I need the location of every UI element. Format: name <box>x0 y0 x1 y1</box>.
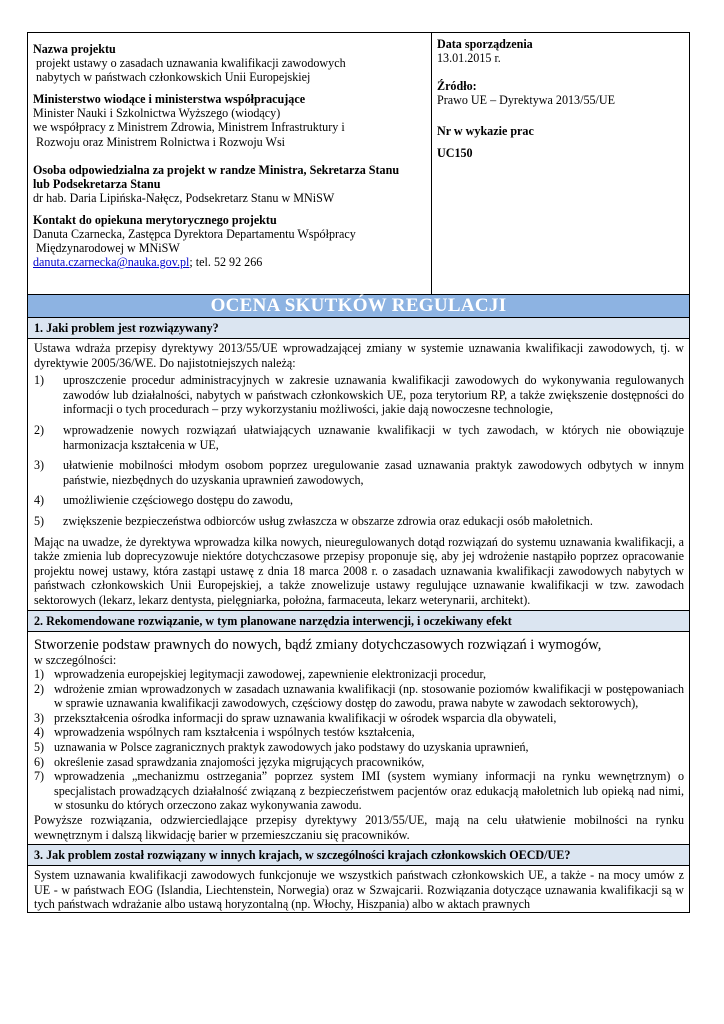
source-value: Prawo UE – Dyrektywa 2013/55/UE <box>437 93 616 108</box>
section1-heading: 1. Jaki problem jest rozwiązywany? <box>28 318 690 339</box>
section1-body <box>28 339 690 611</box>
contact-line2: Międzynarodowej w MNiSW <box>36 241 180 256</box>
project-name-line1: projekt ustawy o zasadach uznawania kwalifikacji zawodowych <box>36 56 346 71</box>
list-item: 5) zwiększenie bezpieczeństwa odbiorców usług zwłaszcza w obszarze zdrowia oraz edukacji osób małoletnich. <box>34 513 593 528</box>
list-item: 3) ułatwienie mobilności młodym osobom poprzez uregulowanie zasad uznawania praktyk zawodowych odbytych w innym państwie, niezbędnych do uzyskania uprawnień zawodowych, <box>34 458 684 487</box>
ministry-line3: Rozwoju oraz Ministrem Rolnictwa i Rozwoju Wsi <box>36 134 286 149</box>
list-item: 2) wprowadzenie nowych rozwiązań ułatwiających uznawanie kwalifikacji w tych zawodach, w których nie obowiązuje harmonizacja kształcenia w UE, <box>34 422 684 452</box>
section1-outro: Mając na uwadze, że dyrektywa wprowadza kilka nowych, nieuregulowanych dotąd rozwiązań do systemu uznawania kwalifikacji, a także zmienia lub doprecyzowuje niektóre dotychczasowe przepisy proponuje się, aby jej wdrożenie nastąpiło poprzez opracowanie projektu nowej ustawy, która zastąpi ustawę z dnia 18 marca 2008 r. o zasadach uznawania kwalifikacji zawodowych nabytych w państwach członkowskich Unii Europejskiej, a także znowelizuje ustawy regulujące uznawanie kwalifikacji w tzw. zawodach sektorowych (lekarz, lekarz dentysta, pielęgniarka, położna, farmaceuta, lekarz weterynarii, architekt). <box>34 534 684 607</box>
list-item: 7) wprowadzenia „mechanizmu ostrzegania” poprzez system IMI (system wymiany informacji na rynku wewnętrznym) o specjalistach prowadzących działalność związaną z bezpieczeństwem pacjentów oraz edukacją małoletnich lub opieką nad nimi, w stosunku do których orzeczono zakaz wykonywania zawodu. <box>34 769 684 813</box>
page-title: OCENA SKUTKÓW REGULACJI <box>28 295 690 318</box>
ministry-line2: we współpracy z Ministrem Zdrowia, Ministrem Infrastruktury i <box>33 120 345 135</box>
section1-intro: Ustawa wdraża przepisy dyrektywy 2013/55/UE wprowadzającej zmiany w systemie uznawania kwalifikacji zawodowych, tj. w dyrektywie 2005/36/WE. Do najistotniejszych należą: <box>34 341 684 370</box>
contact-email-link[interactable]: danuta.czarnecka@nauka.gov.pl <box>33 255 190 270</box>
list-item: 6) określenie zasad sprawdzania znajomości języka migrujących pracowników, <box>34 754 425 769</box>
project-name-line2: nabytych w państwach członkowskich Unii Europejskiej <box>36 70 311 85</box>
contact-line3 <box>33 255 426 269</box>
worklist-value: UC150 <box>437 146 473 161</box>
section2-list <box>34 667 684 813</box>
section1-list <box>34 373 684 528</box>
worklist-label: Nr w wykazie prac <box>437 124 534 139</box>
metadata-cell <box>432 33 690 295</box>
list-item: 4) wprowadzenia wspólnych ram kształcenia i wspólnych testów kształcenia, <box>34 725 415 740</box>
osr-document <box>27 32 689 913</box>
project-name-label: Nazwa projektu <box>33 42 116 56</box>
list-item: 5) uznawania w Polsce zagranicznych praktyk zawodowych jako podstawy do uzyskania uprawnień, <box>34 740 529 755</box>
list-item: 3) przekształcenia ośrodka informacji do spraw uznawania kwalifikacji w ośrodek wsparcia dla obywateli, <box>34 710 557 725</box>
responsible-label-line2: lub Podsekretarza Stanu <box>33 176 161 191</box>
section2-outro: Powyższe rozwiązania, odzwierciedlające przepisy dyrektywy 2013/55/UE, mają na celu ułatwienie mobilności na rynku wewnętrznym i dalszą likwidację barier w przemieszczaniu się pracowników. <box>34 813 684 842</box>
date-label: Data sporządzenia <box>437 37 533 51</box>
contact-phone: ; tel. 52 92 266 <box>189 255 263 270</box>
section3-text: System uznawania kwalifikacji zawodowych funkcjonuje we wszystkich państwach członkowskich UE, a także - na mocy umów z UE - w państwach EOG (Islandia, Liechtenstein, Norwegia) oraz w Szwajcarii. Rozwiązania dotyczące uznawania kwalifikacji są w tych państwach wdrażanie albo ustawą horyzontalną (np. Włochy, Hiszpania) albo w aktach prawnych <box>34 868 684 912</box>
section2-body <box>28 631 690 845</box>
section3-body <box>28 866 690 913</box>
list-item: 4) umożliwienie częściowego dostępu do zawodu, <box>34 493 294 508</box>
header-table <box>27 32 690 913</box>
contact-line1: Danuta Czarnecka, Zastępca Dyrektora Departamentu Współpracy <box>33 227 356 242</box>
contact-label: Kontakt do opiekuna merytorycznego projektu <box>33 212 277 227</box>
ministry-label: Ministerstwo wiodące i ministerstwa współpracujące <box>33 92 306 107</box>
section2-lead-cont: w szczególności: <box>34 652 117 667</box>
section3-heading: 3. Jak problem został rozwiązany w innych krajach, w szczególności krajach członkowskich OECD/UE? <box>28 845 690 866</box>
responsible-label-line1: Osoba odpowiedzialna za projekt w randze Ministra, Sekretarza Stanu <box>33 162 400 177</box>
ministry-line1: Minister Nauki i Szkolnictwa Wyższego (wiodący) <box>33 106 281 121</box>
date-value: 13.01.2015 r. <box>437 51 501 66</box>
list-item: 1) uproszczenie procedur administracyjnych w zakresie uznawania kwalifikacji zawodowych do wykonywania regulowanych zawodów lub działalności, nabytych w państwach członkowskich UE, poza terytorium RP, a także zwiększenie dostępności do informacji o tych procedurach – przy wykorzystaniu możliwości, jakie dają nowoczesne technologie, <box>34 373 684 417</box>
project-info-cell <box>28 33 432 295</box>
responsible-value: dr hab. Daria Lipińska-Nałęcz, Podsekretarz Stanu w MNiSW <box>33 190 335 205</box>
list-item: 2) wdrożenie zmian wprowadzonych w zasadach uznawania kwalifikacji (np. stosowanie poziomów kwalifikacji w postępowaniach w sprawie uznawania kwalifikacji zawodowych, częściowy dostęp do zawodu, prawa nabyte w zawodach sektorowych), <box>34 681 684 711</box>
list-item: 1) wprowadzenia europejskiej legitymacji zawodowej, zapewnienie elektronizacji procedur, <box>34 667 487 682</box>
section2-heading: 2. Rekomendowane rozwiązanie, w tym planowane narzędzia interwencji, i oczekiwany efekt <box>28 610 690 631</box>
section2-lead: Stworzenie podstaw prawnych do nowych, bądź zmiany dotychczasowych rozwiązań i wymogów, <box>34 636 602 653</box>
source-label: Źródło: <box>437 79 477 94</box>
